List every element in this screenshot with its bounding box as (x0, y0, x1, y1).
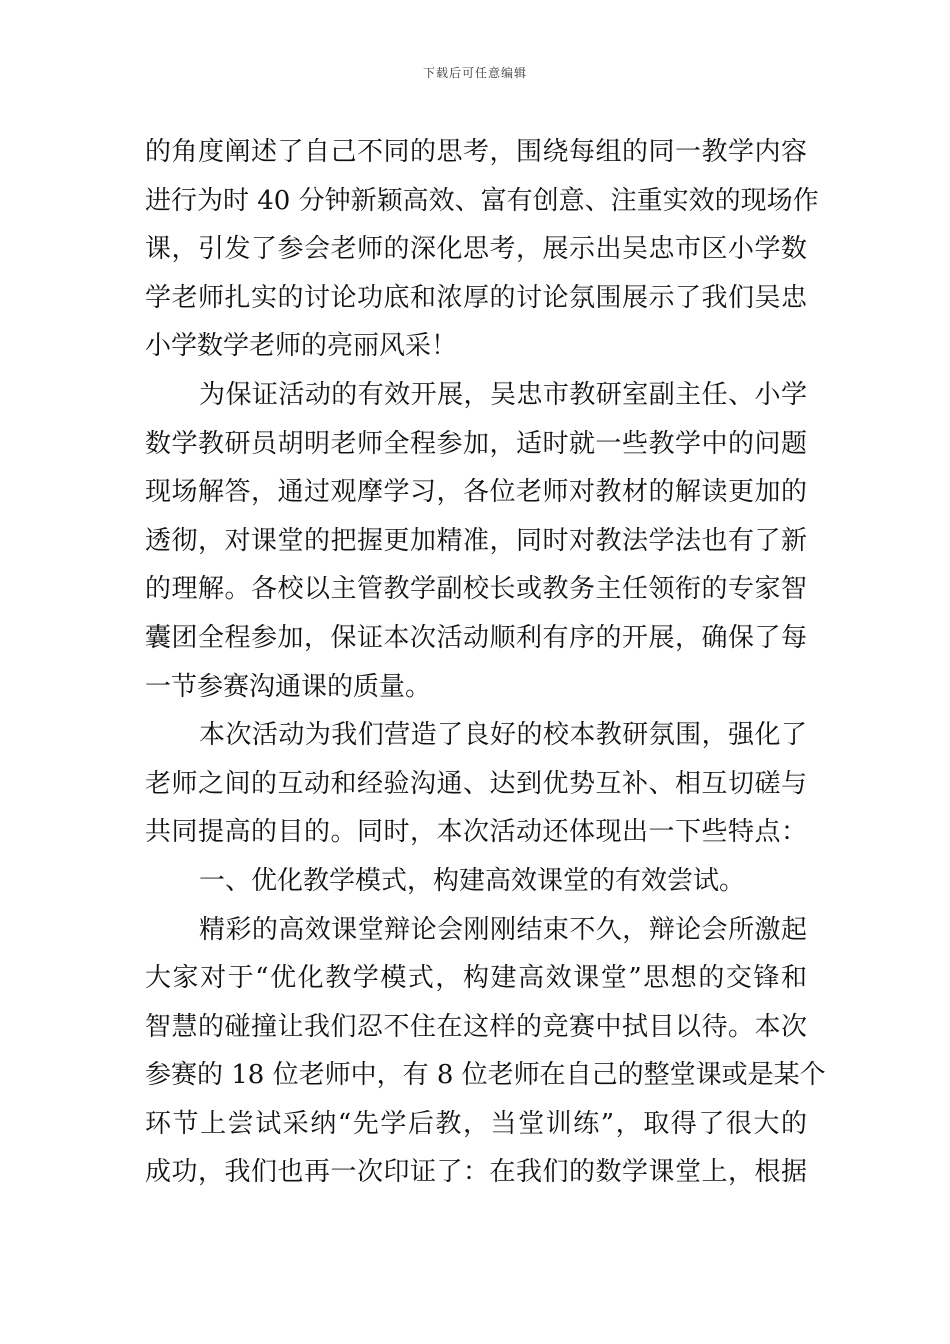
text-line: 进行为时 40 分钟新颖高效、富有创意、注重实效的现场作 (145, 185, 819, 216)
text-line: 一节参赛沟通课的质量。 (145, 671, 432, 702)
text-line: 课，引发了参会老师的深化思考，展示出吴忠市区小学数 (145, 234, 807, 265)
text-line: 的角度阐述了自己不同的思考，围绕每组的同一教学内容 (145, 137, 807, 167)
text-line: 成功，我们也再一次印证了：在我们的数学课堂上，根据 (145, 1157, 807, 1188)
text-line: 透彻，对课堂的把握更加精准，同时对教法学法也有了新 (145, 525, 807, 556)
text-line: 数学教研员胡明老师全程参加，适时就一些教学中的问题 (145, 428, 807, 459)
text-line: 的理解。各校以主管教学副校长或教务主任领衔的专家智 (145, 574, 807, 605)
text-line: 参赛的 18 位老师中，有 8 位老师在自己的整堂课或是某个 (145, 1060, 826, 1091)
text-line: 智慧的碰撞让我们忍不住在这样的竞赛中拭目以待。本次 (145, 1011, 807, 1042)
text-line: 本次活动为我们营造了良好的校本教研氛围，强化了 (199, 720, 807, 751)
text-line: 囊团全程参加，保证本次活动顺利有序的开展，确保了每 (145, 622, 807, 653)
text-line: 精彩的高效课堂辩论会刚刚结束不久，辩论会所激起 (199, 914, 807, 945)
text-line: 老师之间的互动和经验沟通、达到优势互补、相互切磋与 (145, 768, 807, 799)
body-text (145, 128, 826, 1197)
text-line: 为保证活动的有效开展，吴忠市教研室副主任、小学 (199, 379, 807, 410)
text-line: 大家对于“优化教学模式，构建高效课堂”思想的交锋和 (145, 963, 807, 994)
text-line: 学老师扎实的讨论功底和浓厚的讨论氛围展示了我们吴忠 (145, 282, 807, 313)
text-line: 现场解答，通过观摩学习，各位老师对教材的解读更加的 (145, 477, 807, 508)
page-header: 下载后可任意编辑 (422, 66, 527, 80)
text-line: 环节上尝试采纳“先学后教，当堂训练”，取得了很大的 (145, 1108, 807, 1139)
text-line: 小学数学老师的亮丽风采！ (145, 331, 458, 362)
text-line: 共同提高的目的。同时，本次活动还体现出一下些特点： (145, 817, 807, 848)
text-line: 一、优化教学模式，构建高效课堂的有效尝试。 (199, 865, 746, 896)
